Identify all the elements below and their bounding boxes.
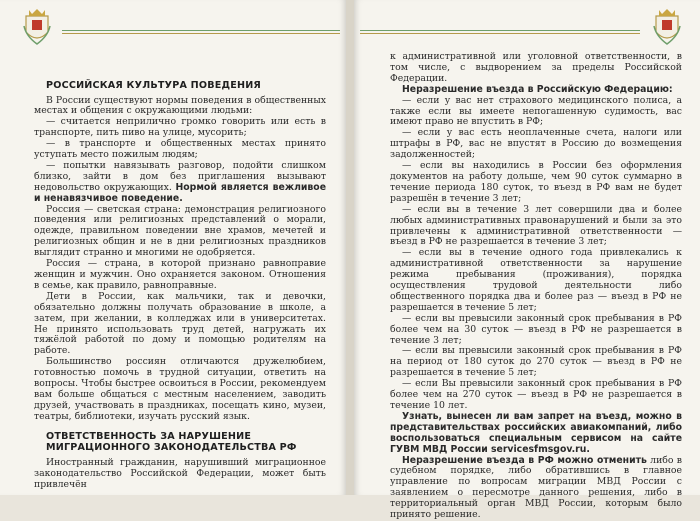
paragraph: В России существуют нормы поведения в общественных местах и общения с окружающими людьми: bbox=[34, 94, 326, 117]
paragraph-text: — попытки навязывать разговор, подойти слишком близко, зайти в дом без приглашения вызывают недовольство окружающих. bbox=[34, 159, 326, 193]
left-page-text bbox=[34, 80, 326, 490]
header-line bbox=[360, 30, 640, 31]
coat-of-arms-icon bbox=[652, 6, 682, 46]
paragraph: — если вы в течение 3 лет совершили два и более любых административных правонарушений и были за это привлечены к административной ответственности — въезд в РФ не разрешается в течение 3 лет; bbox=[390, 203, 682, 248]
bold-paragraph: Узнать, вынесен ли вам запрет на въезд, можно в представительствах российских авиакомпаний, либо воспользоваться специальным сервисом на сайте ГУВМ МВД России servicesfmsgov.ru. bbox=[390, 410, 682, 455]
bold-paragraph: Неразрешение въезда в Российскую Федерацию: bbox=[402, 83, 673, 95]
paragraph bbox=[390, 456, 682, 521]
paragraph: Россия — страна, в которой признано равноправие женщин и мужчин. Оно охраняется законом. Отношения в семье, как правило, равноправные. bbox=[34, 258, 326, 291]
section-heading: МИГРАЦИОННОГО ЗАКОНОДАТЕЛЬСТВА РФ bbox=[46, 442, 297, 454]
bold-text: Неразрешение въезда в РФ можно отменить bbox=[402, 454, 647, 466]
header-line bbox=[62, 30, 340, 31]
coat-of-arms-icon bbox=[22, 6, 52, 46]
paragraph: — если у вас есть неоплаченные счета, налоги или штрафы в РФ, вас не впустят в Россию до возмещения задолженностей; bbox=[390, 127, 682, 161]
section-heading: РОССИЙСКАЯ КУЛЬТУРА ПОВЕДЕНИЯ bbox=[46, 80, 262, 91]
section-heading: ОТВЕТСТВЕННОСТЬ ЗА НАРУШЕНИЕ bbox=[46, 430, 252, 442]
right-page-text bbox=[390, 52, 682, 521]
paragraph: — если у вас нет страхового медицинского полиса, а также если вы имеете непогашенную судимость, вас имеют право не впустить в РФ; bbox=[390, 94, 682, 128]
header-line-gold bbox=[62, 33, 340, 34]
paragraph: — в транспорте и общественных местах принято уступать место пожилым людям; bbox=[34, 138, 326, 161]
paragraph: — если вы превысили законный срок пребывания в РФ на период от 180 суток до 270 суток — въезд в РФ не разрешается в течение 5 лет; bbox=[390, 345, 682, 379]
paragraph: — если вы в течение одного года привлекались к административной ответственности за нарушение режима пребывания (проживания), порядка осуществления трудовой деятельности либо общественного порядка два и более раз — въезд в РФ не разрешается в течение 5 лет; bbox=[390, 247, 682, 313]
paragraph: — если вы превысили законный срок пребывания в РФ более чем на 30 суток — въезд в РФ не разрешается в течение 3 лет; bbox=[390, 312, 682, 346]
header-line-gold bbox=[360, 33, 640, 34]
paragraph: — если Вы превысили законный срок пребывания в РФ более чем на 270 суток — въезд в РФ не разрешается в течение 10 лет. bbox=[390, 378, 682, 411]
paragraph bbox=[34, 161, 326, 205]
right-page bbox=[354, 0, 700, 521]
paragraph: Большинство россиян отличаются дружелюбием, готовностью помочь в трудной ситуации, ответить на вопросы. Чтобы быстрее освоиться в России, рекомендуем вам больше общаться с местным населением, заводить друзей, участвовать в праздниках, посещать кино, музеи, театры, библиотеки, изучать русский язык. bbox=[34, 356, 326, 422]
paragraph-text: либо в судебном порядке, либо обратившись в главное управление по вопросам миграции МВД России с заявлением о пересмотре данного решения, либо в территориальный орган МВД России, которым было принято решение. bbox=[390, 454, 682, 521]
paragraph: Иностранный гражданин, нарушивший миграционное законодательство Российской Федерации, может быть привлечён bbox=[34, 456, 326, 490]
paragraph: Дети в России, как мальчики, так и девочки, обязательно должны получать образование в школе, а затем, при желании, в колледжах или в университетах. Не принято использовать труд детей, нагружать их тяжёлой работой по дому и помощью родителям на работе. bbox=[34, 290, 326, 357]
paragraph: к административной или уголовной ответственности, в том числе, с выдворением за пределы Российской Федерации. bbox=[390, 51, 682, 84]
paragraph: Россия — светская страна: демонстрация религиозного поведения или религиозных представлений о морали, одежде, правильном поведении вне храмов, мечетей и религиозных общин и не в дни религиозных праздников выглядит странно и многими не одобряется. bbox=[34, 203, 326, 259]
paragraph: — если вы находились в России без оформления документов на работу дольше, чем 90 суток суммарно в течение периода 180 суток, то въезд в РФ вам не будет разрешён в течение 3 лет; bbox=[390, 160, 682, 204]
gutter bbox=[346, 0, 354, 495]
paragraph: — считается неприлично громко говорить или есть в транспорте, пить пиво на улице, мусорить; bbox=[34, 116, 326, 139]
bold-text: Нормой является вежливое и ненавязчивое поведение. bbox=[34, 181, 326, 204]
left-page bbox=[0, 0, 346, 495]
